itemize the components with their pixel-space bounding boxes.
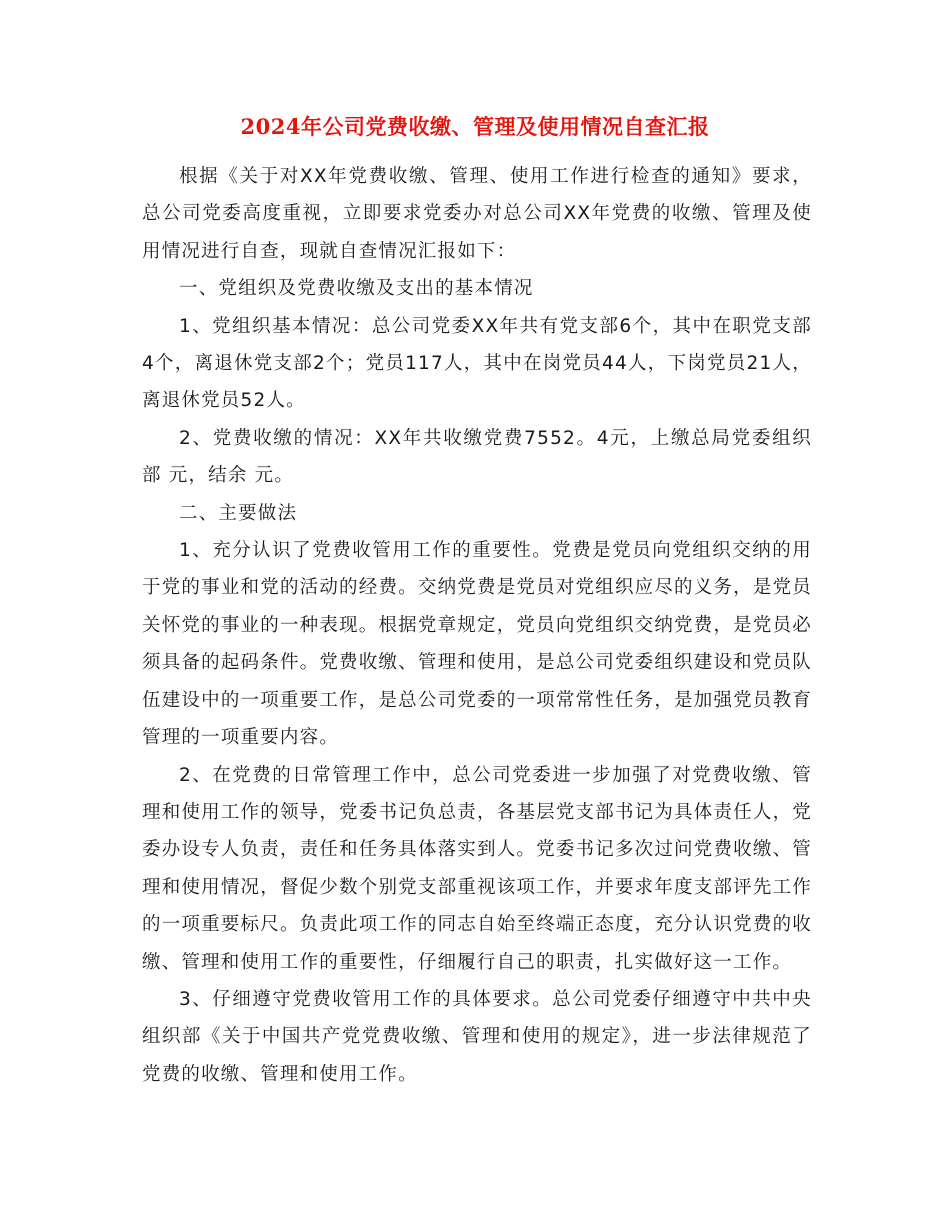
paragraph-practice-3: 3、仔细遵守党费收管用工作的具体要求。总公司党委仔细遵守中共中央组织部《关于中国共产党党费收缴、管理和使用的规定》，进一步法律规范了党费的收缴、管理和使用工作。 bbox=[142, 988, 812, 1085]
section-heading-main-practices: 二、主要做法 bbox=[179, 502, 298, 524]
paragraph-organization-status: 1、党组织基本情况：总公司党委XX年共有党支部6个，其中在职党支部4个，离退休党支部2个；党员117人，其中在岗党员44人，下岗党员21人，离退休党员52人。 bbox=[142, 315, 812, 412]
paragraph-practice-2: 2、在党费的日常管理工作中，总公司党委进一步加强了对党费收缴、管理和使用工作的领导，党委书记负总责，各基层党支部书记为具体责任人，党委办设专人负责，责任和任务具体落实到人。党委书记多次过问党费收缴、管理和使用情况，督促少数个别党支部重视该项工作，并要求年度支部评先工作的一项重要标尺。负责此项工作的同志自始至终端正态度，充分认识党费的收缴、管理和使用工作的重要性，仔细履行自己的职责，扎实做好这一工作。 bbox=[142, 764, 812, 973]
paragraph-practice-1: 1、充分认识了党费收管用工作的重要性。党费是党员向党组织交纳的用于党的事业和党的活动的经费。交纳党费是党员对党组织应尽的义务，是党员关怀党的事业的一种表现。根据党章规定，党员向党组织交纳党费，是党员必须具备的起码条件。党费收缴、管理和使用，是总公司党委组织建设和党员队伍建设中的一项重要工作，是总公司党委的一项常常性任务，是加强党员教育管理的一项重要内容。 bbox=[142, 540, 812, 749]
paragraph-intro: 根据《关于对XX年党费收缴、管理、使用工作进行检查的通知》要求，总公司党委高度重视，立即要求党委办对总公司XX年党费的收缴、管理及使用情况进行自查，现就自查情况汇报如下： bbox=[142, 166, 812, 262]
section-heading-basic-situation: 一、党组织及党费收缴及支出的基本情况 bbox=[179, 278, 534, 300]
document-body bbox=[142, 158, 812, 1093]
paragraph-fee-collection: 2、党费收缴的情况：XX年共收缴党费7552。4元，上缴总局党委组织部 元，结余 元。 bbox=[142, 427, 812, 487]
document-title: 2024年公司党费收缴、管理及使用情况自查汇报 bbox=[240, 114, 710, 139]
